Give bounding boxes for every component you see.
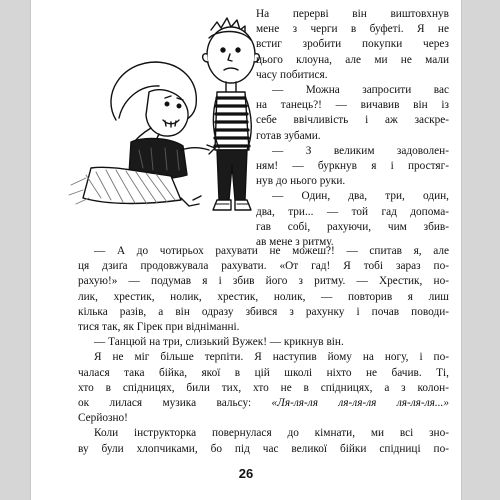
text-line: — Один, два, три, один,: [272, 190, 449, 203]
text-line: — Танцюй на три, слизький Вужек! — крикнув він.: [94, 336, 344, 349]
text-line: Серйозно!: [78, 412, 128, 425]
girl-figure: [69, 62, 215, 206]
page-number: 26: [238, 466, 254, 481]
text-line: ок лилася музика вальсу: «Ля-ля-ля ля-ля-ля ля-ля-ля...»: [78, 397, 449, 410]
text-line: часу побитися.: [256, 68, 328, 81]
text-line: ав мене з ритму.: [256, 236, 334, 249]
boy-figure: [203, 18, 260, 210]
text-line: — Можна запросити вас: [272, 84, 449, 97]
text-line: на танець?! — вичавив він із: [256, 99, 449, 112]
text-line: мене з черги в буфеті. Я не: [256, 23, 449, 36]
text-line: На перерві він виштовхнув: [256, 8, 449, 20]
right-column-text: [256, 7, 449, 250]
text-line: рахую!» — подумав я і збив його з ритму. — Хрестик, но-: [78, 275, 449, 288]
text-line: кілька разів, а він одразу збився з рахунку і почав поводи-: [78, 305, 449, 318]
book-page: [31, 0, 461, 500]
full-width-text: [78, 244, 449, 457]
text-line: — А до чотирьох рахувати не можеш?! — спитав я, але: [94, 245, 449, 257]
text-line: — З великим задоволен-: [272, 144, 449, 157]
text-line: себе ввічливість і аж заскре-: [256, 114, 449, 127]
text-line: цього клоуна, але ми не мали: [256, 53, 449, 66]
dancing-children-illustration: [31, 0, 271, 230]
text-line: гав собі, рахуючи, чим збив-: [256, 220, 449, 233]
text-line: лик, хрестик, нолик, хрестик, нолик, — повторив я лиш: [78, 290, 449, 303]
text-line: тися так, як Гірек при відніманні.: [78, 321, 240, 334]
text-line: чалася така бійка, якої в цій школі ніхто не бачив. Ті,: [78, 366, 449, 379]
text-line: Я не міг більше терпіти. Я наступив йому на ногу, і по-: [94, 351, 449, 364]
text-line: ця дзиґа продовжувала рахувати. «От гад! Я тобі зараз по-: [78, 260, 449, 273]
text-line: встиг зробити покупки через: [256, 38, 449, 51]
text-line: готав зубами.: [256, 129, 321, 142]
text-line: два, три... — той гад допома-: [256, 205, 449, 218]
text-line: хто в спідницях, били тих, хто не в спідницях, а з колон-: [78, 381, 449, 394]
text-line: ву були хлопчиками, бо під час великої бійки спідниці по-: [78, 442, 449, 455]
text-line: нув до нього руки.: [256, 175, 346, 188]
text-line: ням! — буркнув я і простяг-: [256, 160, 449, 173]
text-line: Коли інструкторка повернулася до кімнати, ми всі зно-: [94, 427, 449, 440]
